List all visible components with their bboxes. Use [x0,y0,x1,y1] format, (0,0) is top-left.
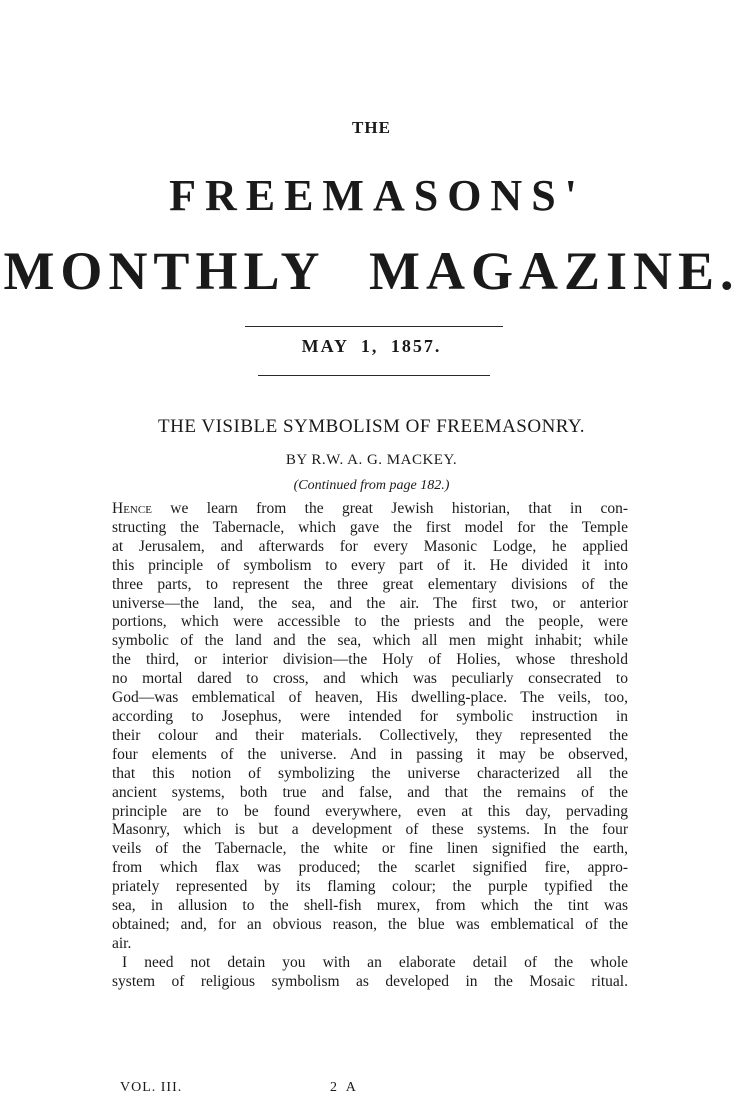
body-line: obtained; and, for an obvious reason, the blue was emblematical of the [112,915,628,933]
body-line: no mortal dared to cross, and which was peculiarly consecrated to [112,670,628,688]
masthead-freemasons: FREEMASONS' [169,171,586,220]
masthead-the: THE [352,118,391,137]
divider-rule-top [245,326,503,327]
article-body [112,500,628,992]
body-line: priately represented by its flaming colour; the purple typified the [112,878,628,896]
body-line: sea, in allusion to the shell-fish murex, from which the tint was [112,897,628,915]
body-line: system of religious symbolism as developed in the Mosaic ritual. [112,972,628,990]
body-line: principle are to be found everywhere, even at this day, pervading [112,802,628,820]
continued-note-text: (Continued from page 182.) [293,478,450,493]
body-line: symbolic of the land and the sea, which all men might inhabit; while [112,632,628,650]
signature-mark: 2 A [330,1080,359,1095]
body-line: universe—the land, the sea, and the air. The first two, or anterior [112,594,628,612]
body-line: at Jerusalem, and afterwards for every Masonic Lodge, he applied [112,537,628,555]
body-line: veils of the Tabernacle, the white or fine linen signified the earth, [112,840,628,858]
article-title: THE VISIBLE SYMBOLISM OF FREEMASONRY. [158,416,585,437]
body-line: that this notion of symbolizing the universe characterized all the [112,764,628,782]
body-line: I need not detain you with an elaborate detail of the whole [122,953,628,971]
body-line-text: we learn from the great Jewish historian, that in con- [151,500,628,517]
continued-note [0,478,743,494]
divider-rule-bottom [258,375,490,376]
body-line: this principle of symbolism to every part of it. He divided it into [112,556,628,574]
body-line: portions, which were accessible to the priests and the people, were [112,613,628,631]
drop-word: Hence [112,500,152,517]
body-line: Masonry, which is but a development of these systems. In the four [112,821,628,839]
article-byline: BY R.W. A. G. MACKEY. [285,452,458,468]
body-line: structing the Tabernacle, which gave the first model for the Temple [112,518,628,536]
issue-date: MAY 1, 1857. [301,336,442,356]
body-line: three parts, to represent the three great elementary divisions of the [112,575,628,593]
body-line: God—was emblematical of heaven, His dwelling-place. The veils, too, [112,689,628,707]
volume-number: VOL. III. [120,1080,183,1095]
masthead-monthly-magazine: MONTHLY MAGAZINE. [3,241,740,301]
body-line: their colour and their materials. Collectively, they represented the [112,726,628,744]
body-line: the third, or interior division—the Holy of Holies, whose threshold [112,651,628,669]
body-line: from which flax was produced; the scarlet signified fire, appro- [112,859,628,877]
body-line: air. [112,934,132,952]
body-line: according to Josephus, were intended for symbolic instruction in [112,707,628,725]
body-line: ancient systems, both true and false, and that the remains of the [112,783,628,801]
body-line: four elements of the universe. And in passing it may be observed, [112,745,628,763]
body-line [112,500,628,519]
